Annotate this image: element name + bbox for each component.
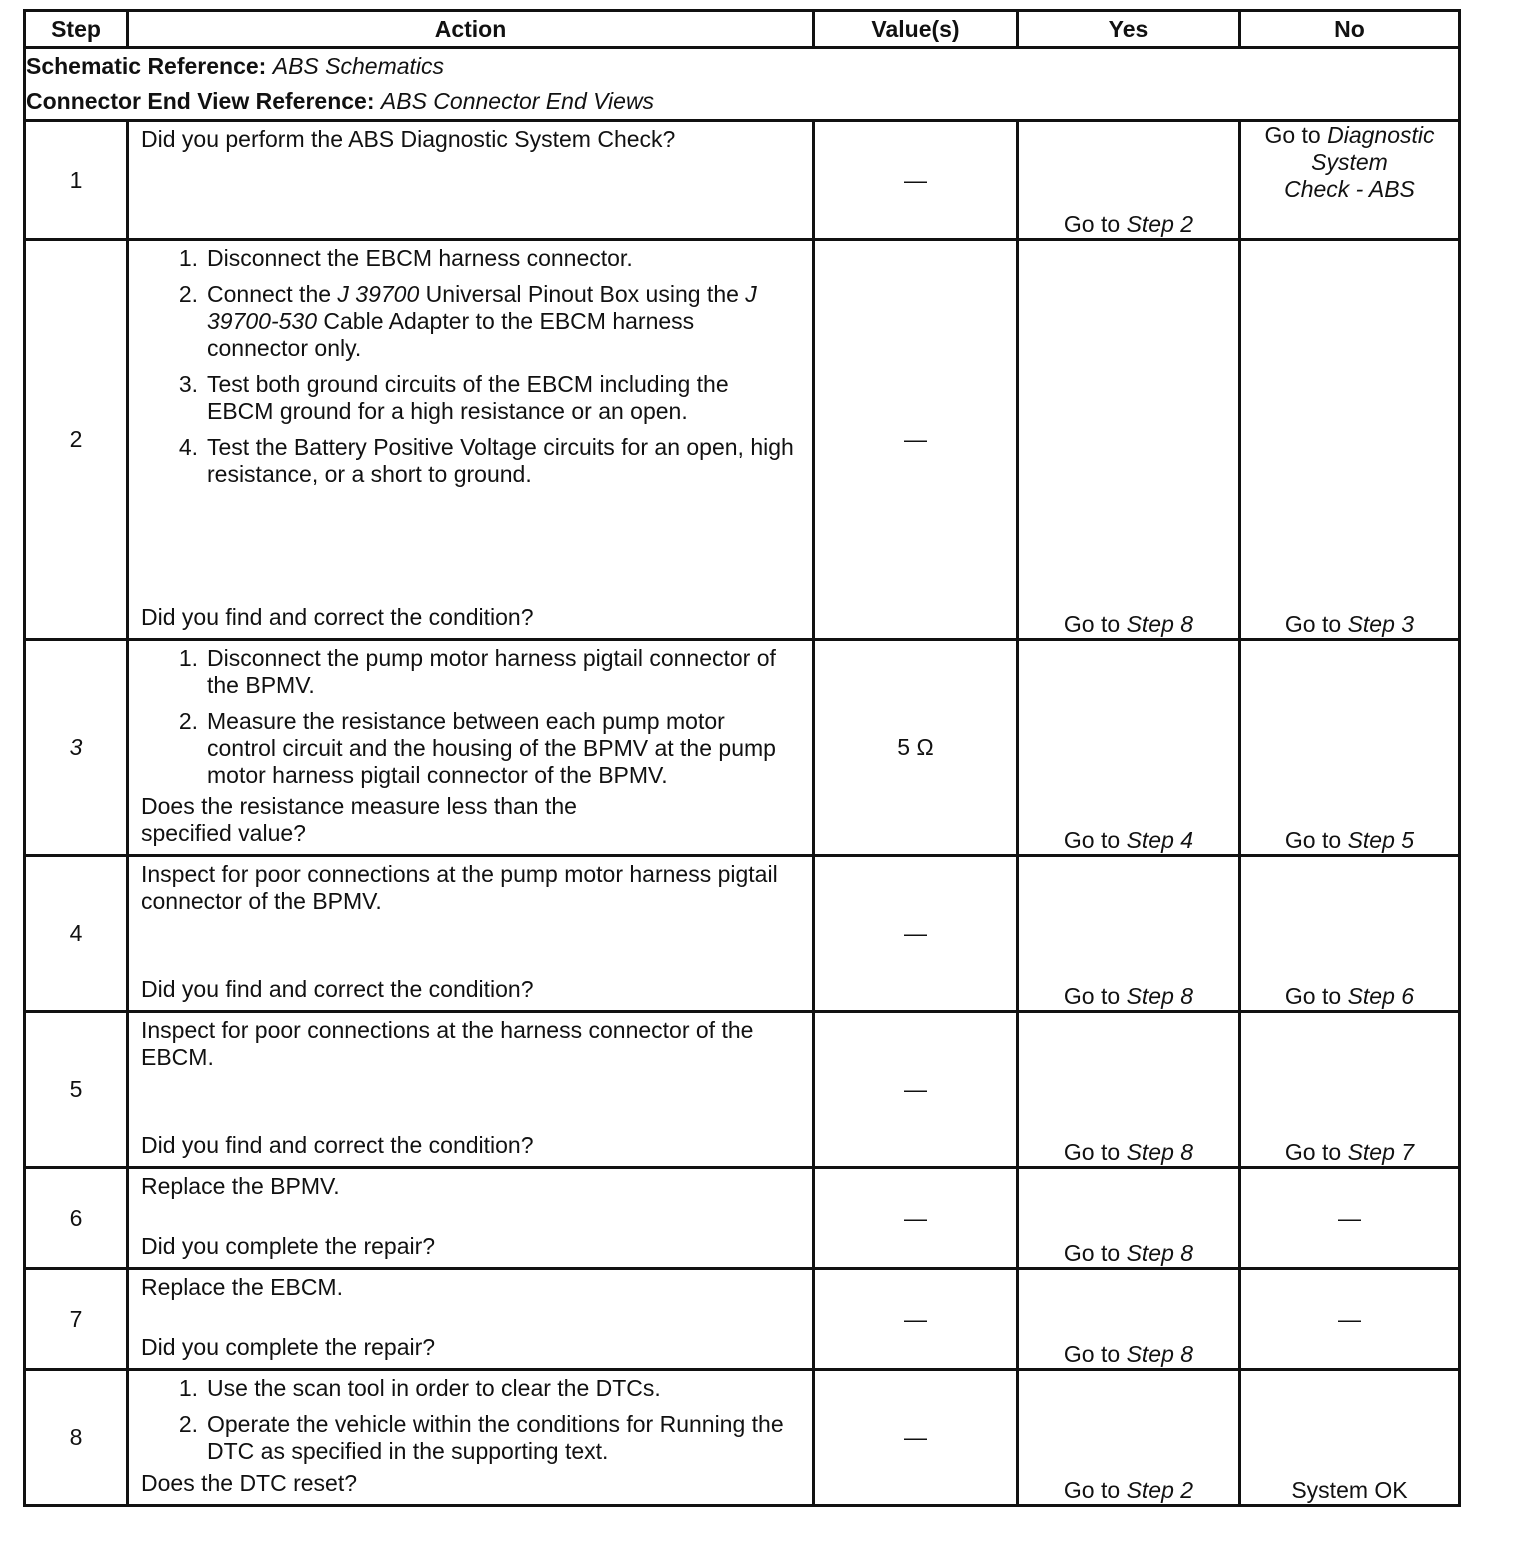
table-row (25, 1168, 1460, 1269)
action-cell (128, 1012, 814, 1168)
goto-target: Step 6 (1347, 983, 1415, 1009)
goto-target: Step 2 (1126, 211, 1194, 237)
goto-target: Step 8 (1126, 1341, 1194, 1367)
item-text-part: Universal Pinout Box using the (419, 281, 746, 307)
no-goto[interactable] (1240, 240, 1460, 640)
header-values: Value(s) (814, 11, 1018, 48)
table-row (25, 240, 1460, 640)
no-goto[interactable] (1240, 1012, 1460, 1168)
list-item (141, 1411, 800, 1465)
step-number: 8 (25, 1370, 128, 1506)
schematic-reference-link[interactable]: ABS Schematics (272, 53, 445, 79)
yes-goto[interactable] (1018, 240, 1240, 640)
question-text: Does the DTC reset? (141, 1470, 358, 1496)
yes-goto[interactable] (1018, 856, 1240, 1012)
question-text: Did you complete the repair? (141, 1334, 436, 1360)
goto-target: Diagnostic (1327, 122, 1435, 148)
list-item (141, 245, 800, 272)
table-row (25, 121, 1460, 240)
goto-target: Step 8 (1126, 1240, 1194, 1266)
list-item (141, 371, 800, 425)
value-cell: 5 Ω (814, 640, 1018, 856)
goto-text: Go to (1264, 122, 1321, 148)
no-goto[interactable] (1240, 856, 1460, 1012)
goto-text: Go to (1063, 1477, 1121, 1503)
goto-text: Go to (1063, 983, 1121, 1009)
yes-goto[interactable] (1018, 1012, 1240, 1168)
step-number: 4 (25, 856, 128, 1012)
value-cell: — (814, 1012, 1018, 1168)
value-cell: — (814, 1269, 1018, 1370)
header-yes: Yes (1018, 11, 1240, 48)
item-number: 2. (178, 281, 198, 307)
list-item (141, 1375, 800, 1402)
no-value: — (1240, 1269, 1460, 1370)
value-cell: — (814, 1370, 1018, 1506)
reference-row (25, 48, 1460, 121)
reference-cell (25, 48, 1460, 121)
action-text: Replace the BPMV. (141, 1173, 340, 1199)
action-cell (128, 1370, 814, 1506)
list-item (141, 281, 800, 362)
table-row (25, 640, 1460, 856)
table-row (25, 856, 1460, 1012)
goto-target: System (1311, 149, 1388, 175)
goto-target: Step 3 (1347, 611, 1415, 637)
item-text: Disconnect the pump motor harness pigtail connector of the BPMV. (207, 645, 776, 698)
value-cell: — (814, 1168, 1018, 1269)
header-step: Step (25, 11, 128, 48)
connector-reference-link[interactable]: ABS Connector End Views (380, 88, 655, 114)
goto-text: Go to (1284, 983, 1342, 1009)
action-cell (128, 640, 814, 856)
goto-target: Step 8 (1126, 983, 1194, 1009)
connector-reference-label: Connector End View Reference: (26, 88, 375, 114)
goto-target: Step 4 (1126, 827, 1194, 853)
action-list (141, 1375, 800, 1465)
schematic-reference-label: Schematic Reference: (26, 53, 267, 79)
item-text: Operate the vehicle within the conditions for Running the DTC as specified in the supporting text. (207, 1411, 784, 1464)
connector-reference (26, 84, 1458, 119)
table-row (25, 1012, 1460, 1168)
header-action: Action (128, 11, 814, 48)
table-row (25, 1269, 1460, 1370)
goto-text: Go to (1063, 1240, 1121, 1266)
tool-name: J 39700-530 (207, 281, 757, 334)
yes-goto[interactable] (1018, 1269, 1240, 1370)
no-value: — (1240, 1168, 1460, 1269)
item-text: Test both ground circuits of the EBCM including the EBCM ground for a high resistance or an open. (207, 371, 729, 424)
item-text: Test the Battery Positive Voltage circuits for an open, high resistance, or a short to ground. (207, 434, 794, 487)
goto-target: Check - ABS (1284, 176, 1415, 202)
item-number: 2. (178, 1411, 198, 1437)
goto-text: Go to (1284, 611, 1342, 637)
goto-target: Step 8 (1126, 611, 1194, 637)
action-cell (128, 1269, 814, 1370)
goto-target: Step 7 (1347, 1139, 1415, 1165)
list-item (141, 708, 800, 789)
action-cell (128, 1168, 814, 1269)
step-number: 3 (25, 640, 128, 856)
goto-target: Step 2 (1126, 1477, 1194, 1503)
no-goto[interactable] (1240, 640, 1460, 856)
goto-target: Step 8 (1126, 1139, 1194, 1165)
item-text: Measure the resistance between each pump motor control circuit and the housing of the BPMV at the pump motor harness pigtail connector of the BPMV. (207, 708, 776, 788)
step-number: 5 (25, 1012, 128, 1168)
goto-text: Go to (1284, 827, 1342, 853)
header-row (25, 11, 1460, 48)
action-list (141, 245, 800, 497)
action-cell (128, 121, 814, 240)
question-text: Did you find and correct the condition? (141, 604, 534, 630)
no-value: System OK (1240, 1370, 1460, 1506)
value-cell: — (814, 856, 1018, 1012)
item-number: 3. (178, 371, 198, 397)
value-cell: — (814, 121, 1018, 240)
action-list (141, 645, 800, 789)
action-text: Inspect for poor connections at the pump motor harness pigtail connector of the BPMV. (141, 861, 778, 914)
step-number: 6 (25, 1168, 128, 1269)
goto-text: Go to (1063, 1139, 1121, 1165)
question-text: Does the resistance measure less than the specified value? (141, 793, 577, 846)
action-text: Inspect for poor connections at the harness connector of the EBCM. (141, 1017, 754, 1070)
table-row (25, 1370, 1460, 1506)
item-number: 1. (178, 645, 198, 671)
no-goto[interactable] (1240, 121, 1460, 240)
item-text: Use the scan tool in order to clear the DTCs. (207, 1375, 661, 1401)
action-text: Replace the EBCM. (141, 1274, 343, 1300)
yes-goto[interactable] (1018, 1168, 1240, 1269)
step-number: 1 (25, 121, 128, 240)
yes-goto[interactable] (1018, 1370, 1240, 1506)
yes-goto[interactable] (1018, 640, 1240, 856)
step-number: 2 (25, 240, 128, 640)
item-text: Disconnect the EBCM harness connector. (207, 245, 633, 271)
goto-text: Go to (1063, 211, 1121, 237)
item-text-part: Cable Adapter to the EBCM harness connector only. (207, 308, 695, 361)
list-item (141, 645, 800, 699)
item-number: 1. (178, 1375, 198, 1401)
goto-text: Go to (1063, 827, 1121, 853)
question-text: Did you find and correct the condition? (141, 1132, 534, 1158)
list-item (141, 434, 800, 488)
diagnostic-table (23, 9, 1461, 1507)
item-number: 2. (178, 708, 198, 734)
goto-text: Go to (1063, 611, 1121, 637)
value-cell: — (814, 240, 1018, 640)
goto-target: Step 5 (1347, 827, 1415, 853)
goto-text: Go to (1063, 1341, 1121, 1367)
step-number: 7 (25, 1269, 128, 1370)
schematic-reference (26, 49, 1458, 84)
question-text: Did you find and correct the condition? (141, 976, 534, 1002)
header-no: No (1240, 11, 1460, 48)
goto-text: Go to (1284, 1139, 1342, 1165)
tool-name: J 39700 (337, 281, 420, 307)
item-text (207, 281, 800, 362)
action-text: Did you perform the ABS Diagnostic System Check? (141, 126, 676, 152)
item-text-part: Connect the (207, 281, 338, 307)
action-cell (128, 856, 814, 1012)
item-number: 1. (178, 245, 198, 271)
question-text: Did you complete the repair? (141, 1233, 436, 1259)
item-number: 4. (178, 434, 198, 460)
action-cell (128, 240, 814, 640)
yes-goto[interactable] (1018, 121, 1240, 240)
